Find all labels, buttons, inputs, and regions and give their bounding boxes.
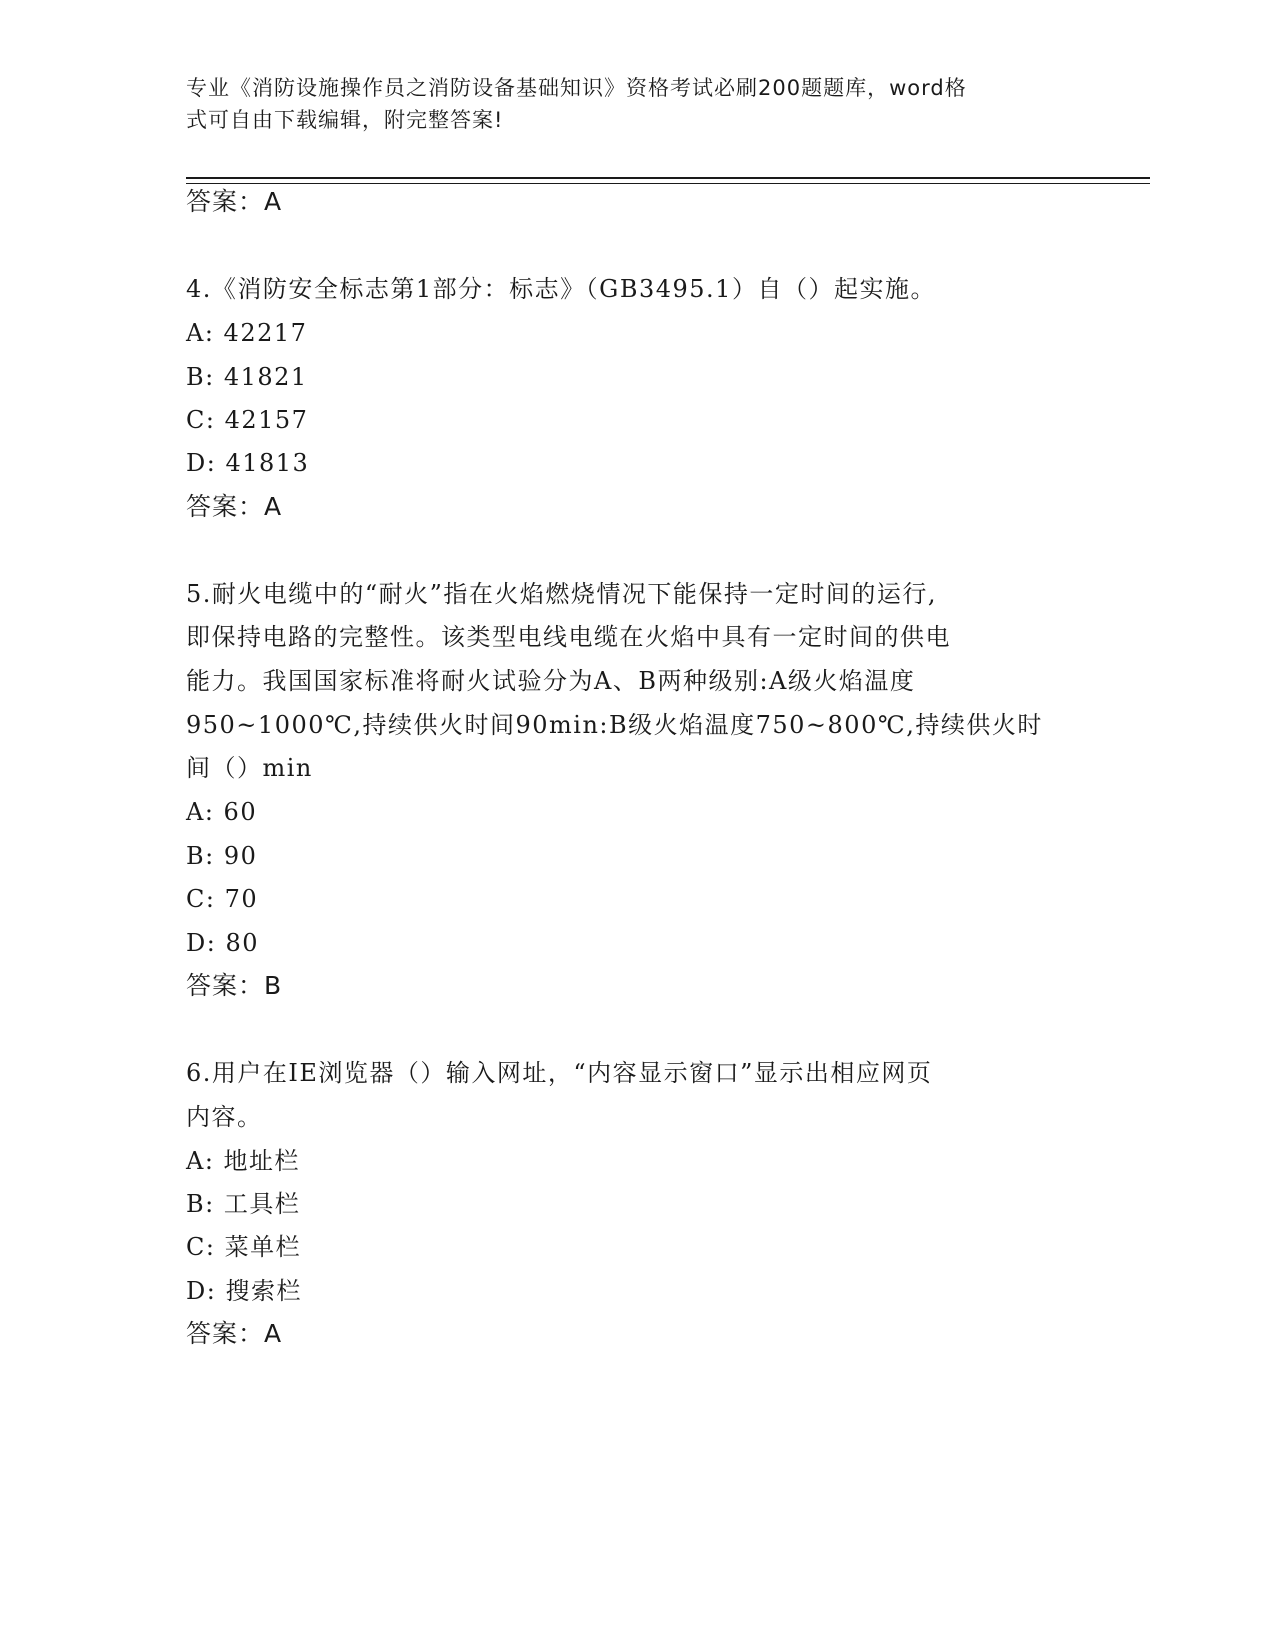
question-4-option-a: A: 42217 bbox=[186, 319, 308, 347]
question-6-text-line-1: 6.用户在IE浏览器（）输入网址，“内容显示窗口”显示出相应网页 bbox=[186, 1059, 933, 1087]
question-5-text-line-3: 能力。我国国家标准将耐火试验分为A、B两种级别:A级火焰温度 bbox=[186, 667, 916, 695]
header-divider-thick bbox=[186, 177, 1150, 179]
header-line-2: 式可自由下载编辑，附完整答案! bbox=[186, 108, 504, 132]
question-5-text-line-5: 间（）min bbox=[186, 754, 313, 782]
previous-answer: 答案：A bbox=[186, 187, 283, 216]
question-5-option-d: D: 80 bbox=[186, 929, 259, 957]
question-6-option-c: C: 菜单栏 bbox=[186, 1233, 302, 1261]
question-5-option-a: A: 60 bbox=[186, 798, 258, 826]
question-4-option-c: C: 42157 bbox=[186, 406, 309, 434]
document-header bbox=[186, 72, 1066, 136]
question-5-text-line-1: 5.耐火电缆中的“耐火”指在火焰燃烧情况下能保持一定时间的运行, bbox=[186, 580, 938, 608]
question-5-answer: 答案：B bbox=[186, 971, 283, 1000]
question-6-option-a: A: 地址栏 bbox=[186, 1147, 301, 1175]
question-5-option-b: B: 90 bbox=[186, 842, 258, 870]
question-4-text: 4.《消防安全标志第1部分：标志》（GB3495.1）自（）起实施。 bbox=[186, 275, 936, 303]
question-6-answer: 答案：A bbox=[186, 1319, 283, 1348]
question-6-option-d: D: 搜索栏 bbox=[186, 1277, 302, 1305]
question-4-option-b: B: 41821 bbox=[186, 363, 308, 391]
question-4-answer: 答案：A bbox=[186, 492, 283, 521]
question-6-option-b: B: 工具栏 bbox=[186, 1190, 301, 1218]
question-4-option-d: D: 41813 bbox=[186, 449, 310, 477]
question-5-text-line-2: 即保持电路的完整性。该类型电线电缆在火焰中具有一定时间的供电 bbox=[186, 623, 951, 651]
header-line-1: 专业《消防设施操作员之消防设备基础知识》资格考试必刷200题题库，word格 bbox=[186, 76, 967, 100]
header-divider-thin bbox=[186, 183, 1150, 184]
question-5-option-c: C: 70 bbox=[186, 885, 259, 913]
question-5-text-line-4: 950~1000℃,持续供火时间90min:B级火焰温度750~800℃,持续供火时 bbox=[186, 711, 1043, 739]
question-6-text-line-2: 内容。 bbox=[186, 1103, 263, 1131]
